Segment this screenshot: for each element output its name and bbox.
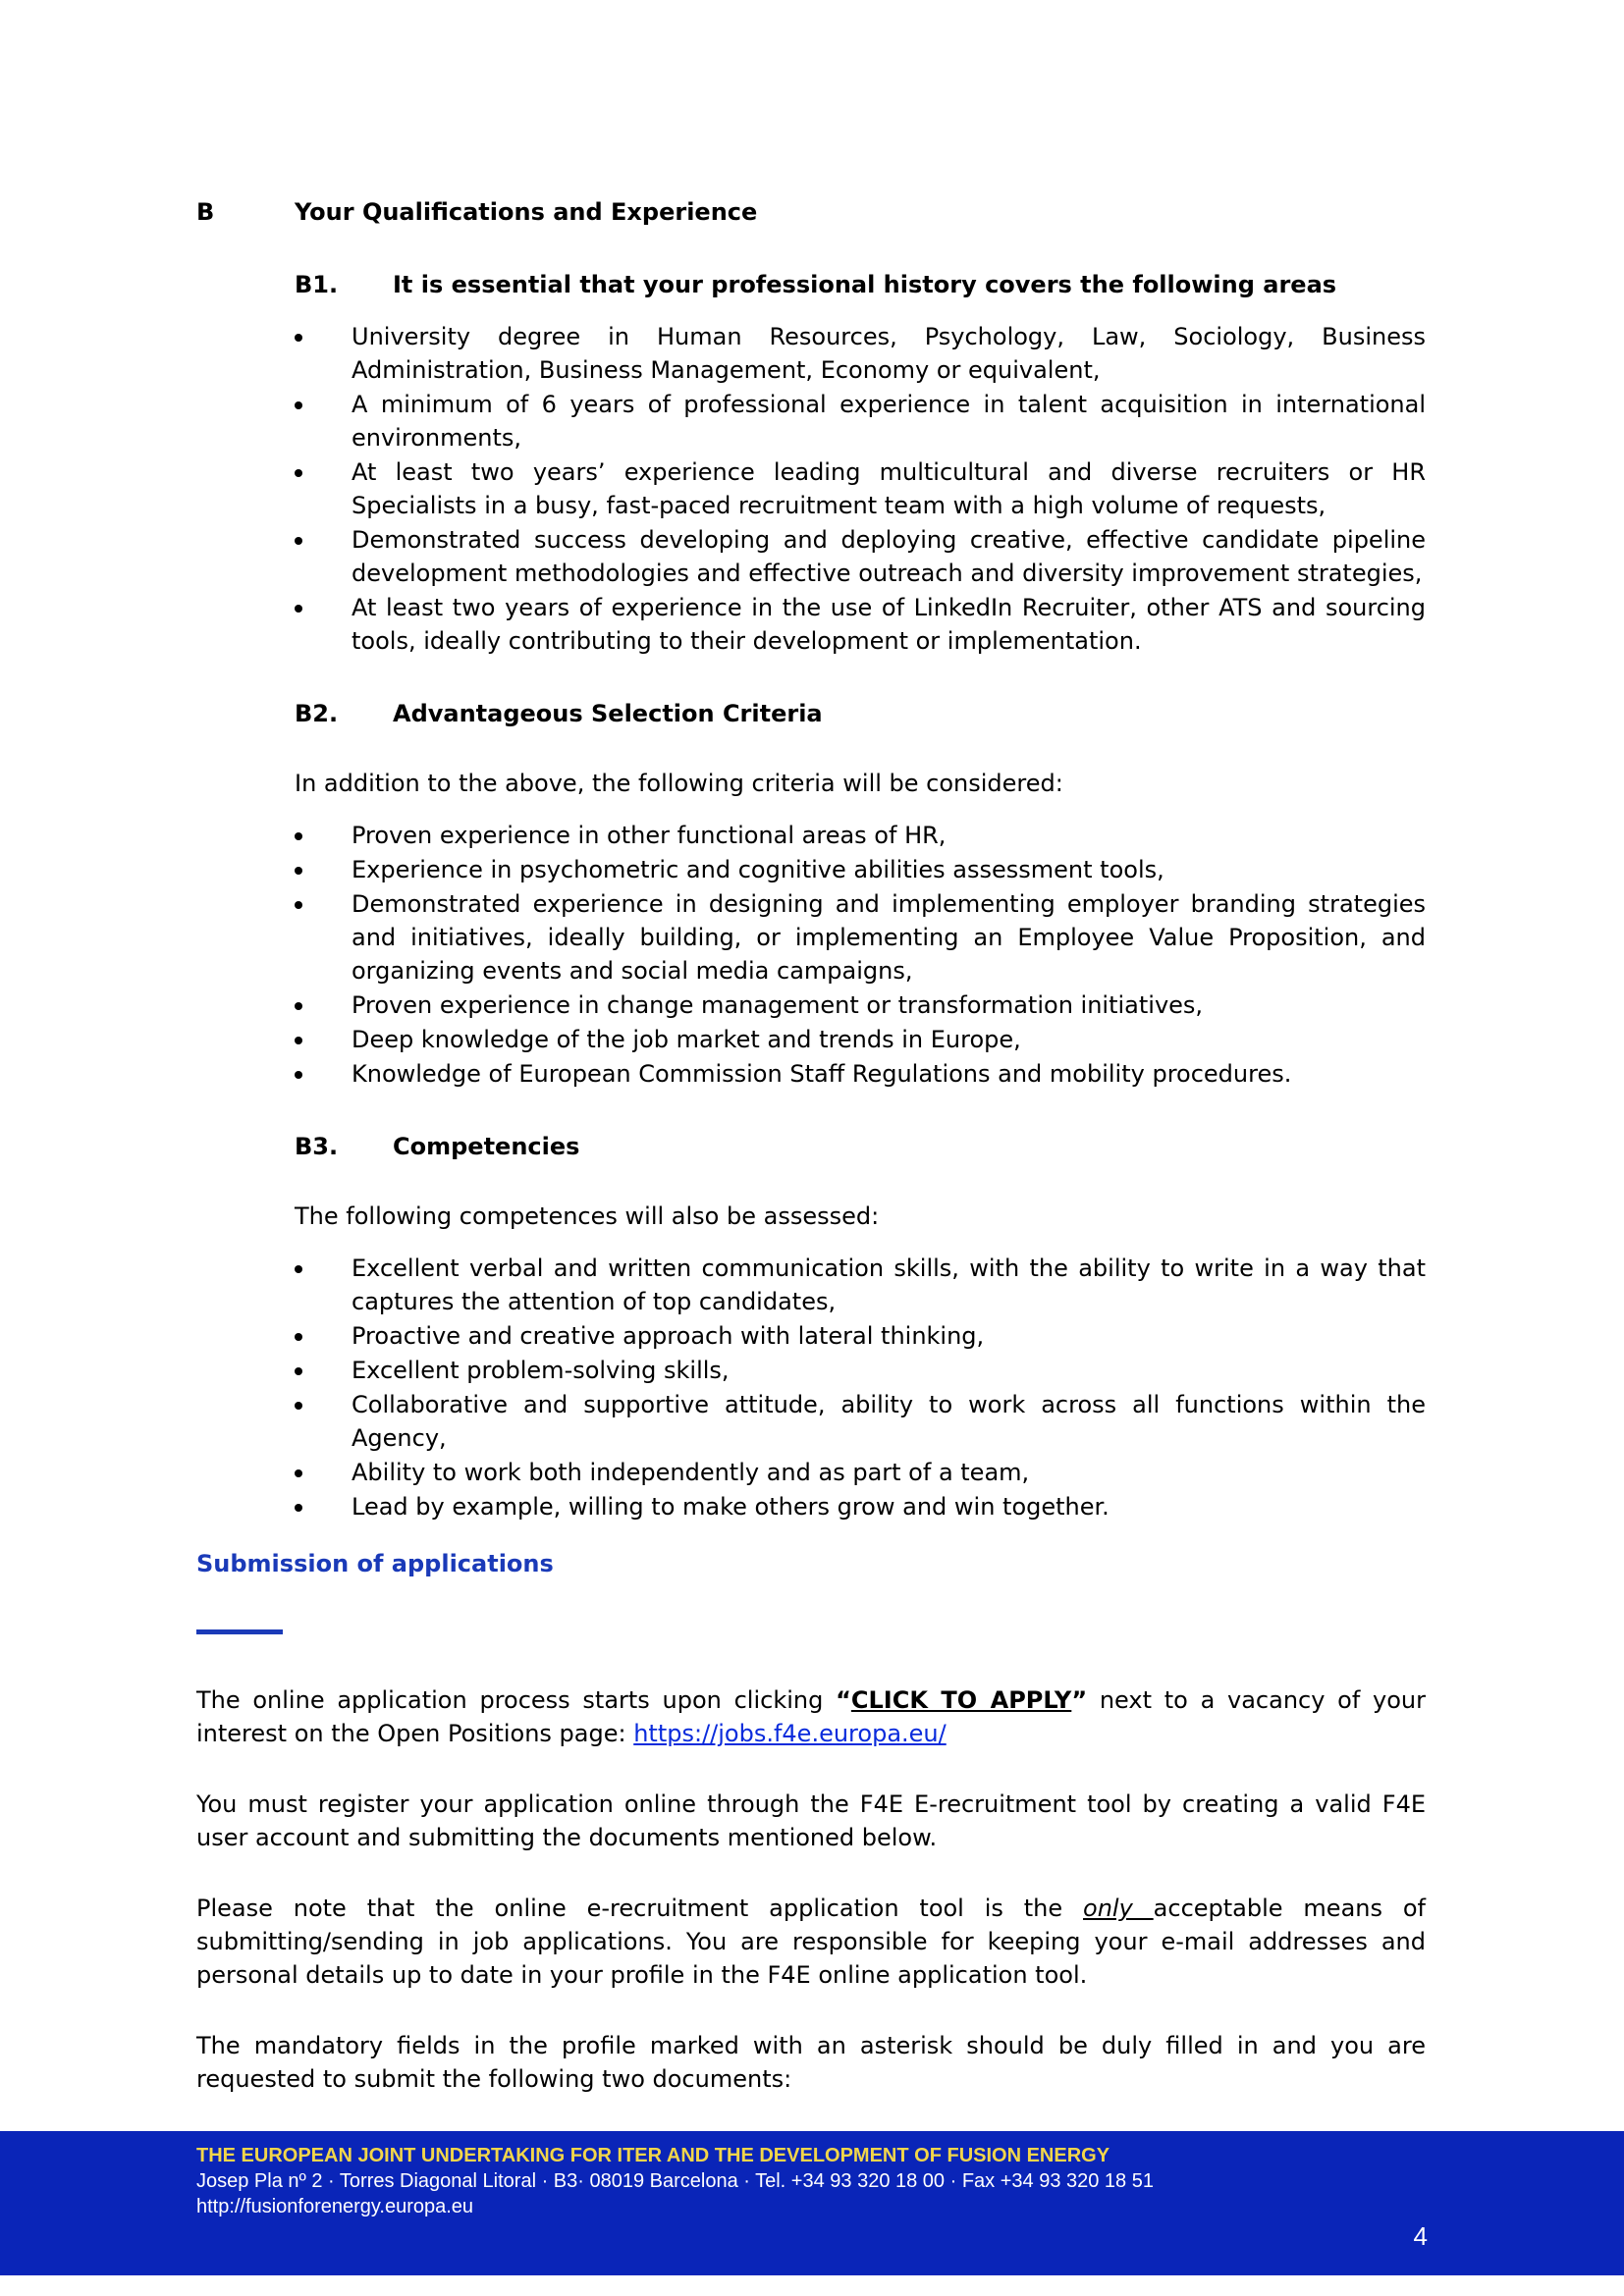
bullet-icon bbox=[295, 1367, 302, 1375]
submission-paragraph-1 bbox=[196, 1683, 1426, 1750]
b2-title: Advantageous Selection Criteria bbox=[393, 700, 823, 727]
list-item bbox=[295, 388, 1426, 454]
b3-intro: The following competences will also be assessed: bbox=[295, 1202, 880, 1230]
bullet-icon bbox=[295, 867, 302, 875]
list-item bbox=[295, 523, 1426, 590]
b3-list bbox=[295, 1252, 1426, 1524]
b2-intro: In addition to the above, the following criteria will be considered: bbox=[295, 770, 1063, 797]
list-item bbox=[295, 988, 1426, 1022]
list-item bbox=[295, 1057, 1426, 1091]
submission-paragraph-4: The mandatory fields in the profile marked with an asterisk should be duly filled in and you are requested to submit the following two documents: bbox=[196, 2032, 1426, 2093]
bullet-icon bbox=[295, 469, 302, 477]
emphasis-only: only bbox=[1083, 1895, 1154, 1922]
bullet-icon bbox=[295, 1071, 302, 1079]
bullet-icon bbox=[295, 1402, 302, 1410]
bullet-icon bbox=[295, 1504, 302, 1512]
section-letter: B bbox=[196, 198, 215, 226]
b3-number: B3. bbox=[295, 1133, 339, 1160]
b3-title: Competencies bbox=[393, 1133, 580, 1160]
list-item bbox=[295, 1456, 1426, 1489]
bullet-icon bbox=[295, 1265, 302, 1273]
list-item-text: Proactive and creative approach with lateral thinking, bbox=[352, 1322, 985, 1350]
bullet-icon bbox=[295, 1469, 302, 1477]
bullet-icon bbox=[295, 832, 302, 840]
list-item bbox=[295, 1490, 1426, 1523]
bullet-icon bbox=[295, 1333, 302, 1341]
list-item-text: University degree in Human Resources, Psychology, Law, Sociology, Business Administration, Business Management, Economy or equivalent, bbox=[352, 323, 1426, 384]
paragraph-text: next to a vacancy of your interest on the Open Positions page: bbox=[196, 1686, 1426, 1747]
list-item-text: A minimum of 6 years of professional experience in talent acquisition in international environments, bbox=[352, 391, 1426, 452]
list-item-text: Excellent verbal and written communication skills, with the ability to write in a way that captures the attention of top candidates, bbox=[352, 1255, 1426, 1315]
bullet-icon bbox=[295, 1037, 302, 1044]
b1-title: It is essential that your professional history covers the following areas bbox=[393, 271, 1337, 298]
bullet-icon bbox=[295, 537, 302, 545]
list-item bbox=[295, 819, 1426, 852]
list-item-text: Proven experience in change management or transformation initiatives, bbox=[352, 991, 1204, 1019]
list-item-text: Excellent problem-solving skills, bbox=[352, 1357, 730, 1384]
page-number: 4 bbox=[1413, 2221, 1428, 2251]
list-item-text: Deep knowledge of the job market and trends in Europe, bbox=[352, 1026, 1021, 1053]
b2-list bbox=[295, 819, 1426, 1092]
list-item bbox=[295, 591, 1426, 658]
list-item-text: Lead by example, willing to make others grow and win together. bbox=[352, 1493, 1110, 1521]
list-item-text: Experience in psychometric and cognitive abilities assessment tools, bbox=[352, 856, 1164, 883]
page-footer bbox=[0, 2131, 1624, 2275]
open-quote: “ bbox=[836, 1686, 851, 1714]
list-item bbox=[295, 1252, 1426, 1318]
b2-number: B2. bbox=[295, 700, 339, 727]
bullet-icon bbox=[295, 901, 302, 909]
b1-heading bbox=[295, 271, 1336, 298]
section-title: Your Qualifications and Experience bbox=[295, 198, 758, 226]
paragraph-text: Please note that the online e-recruitment application tool is the bbox=[196, 1895, 1084, 1922]
list-item-text: Demonstrated success developing and deploying creative, effective candidate pipeline development methodologies and effective outreach and diversity improvement strategies, bbox=[352, 526, 1426, 587]
bullet-icon bbox=[295, 401, 302, 409]
b1-number: B1. bbox=[295, 271, 339, 298]
paragraph-text: The online application process starts upon clicking bbox=[196, 1686, 837, 1714]
list-item bbox=[295, 1354, 1426, 1387]
bullet-icon bbox=[295, 334, 302, 342]
bullet-icon bbox=[295, 1002, 302, 1010]
submission-heading: Submission of applications bbox=[196, 1550, 554, 1577]
list-item-text: Ability to work both independently and as part of a team, bbox=[352, 1459, 1030, 1486]
close-quote: ” bbox=[1071, 1686, 1088, 1714]
list-item bbox=[295, 853, 1426, 886]
paragraph-text: acceptable means of submitting/sending in job applications. You are responsible for keeping your e-mail addresses and personal details up to date in your profile in the F4E online application tool. bbox=[196, 1895, 1426, 1989]
list-item-text: Knowledge of European Commission Staff Regulations and mobility procedures. bbox=[352, 1060, 1292, 1088]
bullet-icon bbox=[295, 605, 302, 613]
open-positions-link[interactable]: https://jobs.f4e.europa.eu/ bbox=[633, 1720, 947, 1747]
b1-list bbox=[295, 320, 1426, 659]
footer-organization: THE EUROPEAN JOINT UNDERTAKING FOR ITER AND THE DEVELOPMENT OF FUSION ENERGY bbox=[196, 2145, 1110, 2166]
b2-heading bbox=[295, 700, 823, 727]
list-item-text: At least two years’ experience leading multicultural and diverse recruiters or HR Specialists in a busy, fast-paced recruitment team with a high volume of requests, bbox=[352, 458, 1426, 519]
footer-website: http://fusionforenergy.europa.eu bbox=[196, 2196, 474, 2217]
list-item-text: Demonstrated experience in designing and implementing employer branding strategies and initiatives, ideally building, or implementing an Employee Value Proposition, and organizing events and social media campaigns, bbox=[352, 890, 1426, 985]
list-item bbox=[295, 1319, 1426, 1353]
heading-underline-rule bbox=[196, 1629, 283, 1634]
footer-address: Josep Pla nº 2 · Torres Diagonal Litoral · B3· 08019 Barcelona · Tel. +34 93 320 18 00 · Fax +34 93 320 18 51 bbox=[196, 2170, 1154, 2192]
submission-paragraph-2: You must register your application online through the F4E E-recruitment tool by creating a valid F4E user account and submitting the documents mentioned below. bbox=[196, 1790, 1426, 1851]
list-item bbox=[295, 1388, 1426, 1455]
list-item bbox=[295, 455, 1426, 522]
list-item-text: Proven experience in other functional areas of HR, bbox=[352, 822, 947, 849]
b3-heading bbox=[295, 1133, 579, 1160]
submission-paragraph-3 bbox=[196, 1892, 1426, 1992]
list-item bbox=[295, 320, 1426, 387]
list-item bbox=[295, 887, 1426, 988]
list-item bbox=[295, 1023, 1426, 1056]
click-to-apply-text: CLICK TO APPLY bbox=[850, 1686, 1072, 1714]
list-item-text: Collaborative and supportive attitude, ability to work across all functions within the Agency, bbox=[352, 1391, 1426, 1452]
list-item-text: At least two years of experience in the use of LinkedIn Recruiter, other ATS and sourcing tools, ideally contributing to their development or implementation. bbox=[352, 594, 1426, 655]
click-to-apply-label bbox=[836, 1686, 1087, 1714]
